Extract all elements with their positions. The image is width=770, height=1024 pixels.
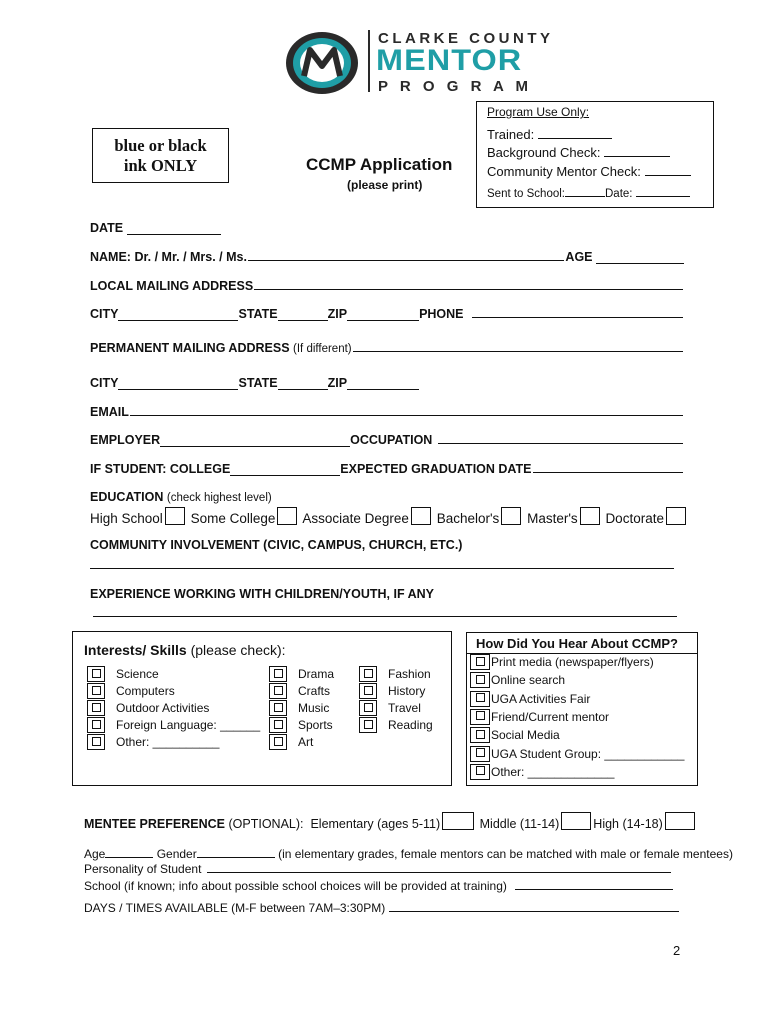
- hear-checkbox[interactable]: [470, 672, 490, 688]
- zip-field-2[interactable]: [347, 377, 419, 390]
- office-community-field[interactable]: [645, 163, 691, 176]
- page-title: CCMP Application: [306, 155, 453, 174]
- occupation-label: OCCUPATION: [350, 433, 433, 447]
- interest-checkbox[interactable]: [359, 683, 377, 699]
- mentee-elementary-label: Elementary (ages 5-11): [310, 817, 441, 831]
- ink-note-line2: ink ONLY: [123, 156, 198, 175]
- hear-option-label: UGA Activities Fair: [491, 691, 591, 706]
- mentee-high-checkbox[interactable]: [665, 812, 695, 830]
- grad-field[interactable]: [533, 471, 684, 473]
- school-field[interactable]: [515, 888, 673, 890]
- edu-high-school-checkbox[interactable]: [165, 507, 185, 525]
- hear-option-label: UGA Student Group: ____________: [491, 746, 685, 761]
- state-field-2[interactable]: [278, 377, 328, 390]
- interest-label: Music: [298, 701, 330, 715]
- days-label: DAYS / TIMES AVAILABLE (M-F between 7AM–3:30PM): [84, 901, 386, 915]
- office-date-field[interactable]: [636, 184, 690, 197]
- school-row: [84, 879, 674, 893]
- education-row: [90, 490, 272, 504]
- office-date-label: Date:: [605, 188, 633, 200]
- logo-line3: P R O G R A M: [378, 78, 532, 95]
- hear-checkbox[interactable]: [470, 727, 490, 743]
- date-label: DATE: [90, 221, 124, 235]
- interest-checkbox[interactable]: [269, 734, 287, 750]
- mentee-row: [84, 812, 697, 831]
- student-label: IF STUDENT: COLLEGE: [90, 462, 231, 476]
- grad-label: EXPECTED GRADUATION DATE: [340, 462, 532, 476]
- name-row: [90, 250, 684, 264]
- experience-label: EXPERIENCE WORKING WITH CHILDREN/YOUTH, IF ANY: [90, 587, 434, 601]
- interest-checkbox[interactable]: [359, 666, 377, 682]
- email-label: EMAIL: [90, 405, 129, 419]
- city-row-2: [90, 376, 684, 390]
- edu-doctorate-checkbox[interactable]: [666, 507, 686, 525]
- email-field[interactable]: [130, 414, 683, 416]
- education-options: [90, 507, 688, 526]
- ink-note-box: [92, 128, 229, 183]
- personality-label: Personality of Student: [84, 862, 202, 876]
- office-sent-field[interactable]: [565, 184, 605, 197]
- zip-label-2: ZIP: [327, 376, 348, 390]
- edu-masters-label: Master's: [527, 511, 578, 526]
- edu-associate-checkbox[interactable]: [411, 507, 431, 525]
- employer-field[interactable]: [160, 434, 350, 447]
- page-number: 2: [673, 943, 681, 958]
- bottom-age-field[interactable]: [105, 845, 153, 858]
- interest-checkbox[interactable]: [359, 700, 377, 716]
- permanent-address-label: PERMANENT MAILING ADDRESS: [90, 341, 290, 355]
- state-field-1[interactable]: [278, 308, 328, 321]
- hear-heading: How Did You Hear About CCMP?: [476, 636, 678, 651]
- interest-label: History: [388, 684, 426, 698]
- office-sent-label: Sent to School:: [487, 188, 565, 200]
- local-address-field[interactable]: [254, 288, 683, 290]
- local-address-row: [90, 279, 684, 293]
- local-address-label: LOCAL MAILING ADDRESS: [90, 279, 254, 293]
- interest-label: Travel: [388, 701, 421, 715]
- personality-row: [84, 862, 672, 876]
- zip-field-1[interactable]: [347, 308, 419, 321]
- email-row: [90, 405, 684, 419]
- logo-line2: MENTOR: [376, 44, 523, 77]
- city-field-2[interactable]: [118, 377, 238, 390]
- logo: [284, 28, 554, 98]
- name-field[interactable]: [248, 259, 564, 261]
- office-trained-label: Trained:: [487, 127, 535, 142]
- date-field[interactable]: [127, 222, 221, 235]
- phone-label: PHONE: [419, 307, 464, 321]
- date-row: [90, 221, 684, 235]
- interest-label: Sports: [298, 718, 333, 732]
- interest-checkbox[interactable]: [269, 717, 287, 733]
- bottom-gender-label: Gender: [156, 847, 197, 861]
- interest-checkbox[interactable]: [87, 683, 105, 699]
- employer-row: [90, 433, 684, 447]
- mentee-elementary-checkbox[interactable]: [442, 812, 474, 830]
- college-field[interactable]: [230, 463, 340, 476]
- zip-label-1: ZIP: [327, 307, 348, 321]
- permanent-note: (If different): [293, 343, 352, 355]
- experience-field[interactable]: [93, 616, 677, 617]
- age-field[interactable]: [596, 251, 684, 264]
- interest-label: Drama: [298, 667, 335, 681]
- hear-option-label: Other: _____________: [491, 764, 615, 779]
- edu-high-school-label: High School: [90, 511, 163, 526]
- mentee-middle-checkbox[interactable]: [561, 812, 591, 830]
- interest-label: Computers: [116, 684, 175, 698]
- personality-field[interactable]: [207, 871, 671, 873]
- interest-label: Outdoor Activities: [116, 701, 210, 715]
- logo-emblem-icon: [284, 30, 362, 96]
- interest-checkbox[interactable]: [359, 717, 377, 733]
- hear-option-label: Friend/Current mentor: [491, 709, 610, 724]
- state-label-1: STATE: [238, 307, 278, 321]
- interest-checkbox[interactable]: [269, 700, 287, 716]
- logo-line1: CLARKE COUNTY: [378, 30, 554, 47]
- interest-checkbox[interactable]: [87, 717, 105, 733]
- school-label: School (if known; info about possible school choices will be provided at training): [84, 879, 507, 893]
- interest-label: Other: __________: [116, 735, 220, 749]
- interest-checkbox[interactable]: [269, 666, 287, 682]
- days-field[interactable]: [389, 910, 679, 912]
- bottom-gender-note: (in elementary grades, female mentors can be matched with male or female mentees): [278, 847, 733, 861]
- office-trained-field[interactable]: [538, 126, 612, 139]
- city-label-1: CITY: [90, 307, 119, 321]
- city-field-1[interactable]: [118, 308, 238, 321]
- employer-label: EMPLOYER: [90, 433, 161, 447]
- education-label: EDUCATION: [90, 490, 164, 504]
- interests-note: (please check):: [190, 642, 286, 658]
- hear-option-label: Online search: [491, 673, 566, 688]
- office-background-label: Background Check:: [487, 145, 601, 160]
- edu-associate-label: Associate Degree: [302, 511, 409, 526]
- state-label-2: STATE: [238, 376, 278, 390]
- occupation-field[interactable]: [438, 442, 683, 444]
- bottom-age-label: Age: [84, 847, 106, 861]
- interest-label: Reading: [388, 718, 433, 732]
- page-subtitle: (please print): [347, 178, 423, 192]
- logo-divider: [368, 30, 370, 92]
- hear-checkbox[interactable]: [470, 654, 490, 670]
- office-use-box: [476, 101, 714, 208]
- edu-bachelors-checkbox[interactable]: [501, 507, 521, 525]
- office-background-field[interactable]: [604, 144, 670, 157]
- edu-bachelors-label: Bachelor's: [436, 511, 500, 526]
- permanent-address-field[interactable]: [353, 350, 683, 352]
- days-row: [84, 901, 680, 915]
- hear-checkbox[interactable]: [470, 764, 490, 780]
- interest-checkbox[interactable]: [269, 683, 287, 699]
- interest-label: Art: [298, 735, 314, 749]
- interest-label: Fashion: [388, 667, 431, 681]
- interest-label: Crafts: [298, 684, 331, 698]
- permanent-address-row: [90, 341, 684, 355]
- mentee-label: MENTEE PREFERENCE: [84, 817, 225, 831]
- hear-option-label: Social Media: [491, 728, 560, 743]
- edu-some-college-label: Some College: [190, 511, 276, 526]
- interests-heading: Interests/ Skills: [84, 642, 187, 658]
- hear-checkbox[interactable]: [470, 691, 490, 707]
- interest-label: Science: [116, 667, 159, 681]
- hear-checkbox[interactable]: [470, 746, 490, 762]
- community-label: COMMUNITY INVOLVEMENT (CIVIC, CAMPUS, CHURCH, ETC.): [90, 538, 463, 552]
- student-row: [90, 462, 684, 476]
- edu-masters-checkbox[interactable]: [580, 507, 600, 525]
- hear-checkbox[interactable]: [470, 709, 490, 725]
- name-label: NAME: Dr. / Mr. / Mrs. / Ms.: [90, 250, 247, 264]
- community-field[interactable]: [90, 568, 674, 569]
- ink-note-line1: blue or black: [114, 136, 207, 155]
- education-note: (check highest level): [166, 492, 272, 504]
- city-row-1: [90, 307, 684, 321]
- interest-checkbox[interactable]: [87, 666, 105, 682]
- age-gender-row: [84, 845, 733, 861]
- mentee-optional: (OPTIONAL):: [228, 817, 304, 831]
- edu-doctorate-label: Doctorate: [605, 511, 664, 526]
- office-community-label: Community Mentor Check:: [487, 164, 641, 179]
- mentee-high-label: High (14-18): [593, 817, 663, 831]
- office-heading: Program Use Only:: [487, 105, 590, 119]
- interest-label: Foreign Language: ______: [116, 718, 261, 732]
- interest-checkbox[interactable]: [87, 700, 105, 716]
- phone-field[interactable]: [472, 316, 683, 318]
- hear-option-label: Print media (newspaper/flyers): [491, 655, 654, 669]
- mentee-middle-label: Middle (11-14): [479, 817, 560, 831]
- bottom-gender-field[interactable]: [197, 845, 275, 858]
- city-label-2: CITY: [90, 376, 119, 390]
- edu-some-college-checkbox[interactable]: [277, 507, 297, 525]
- age-label: AGE: [565, 250, 593, 264]
- interest-checkbox[interactable]: [87, 734, 105, 750]
